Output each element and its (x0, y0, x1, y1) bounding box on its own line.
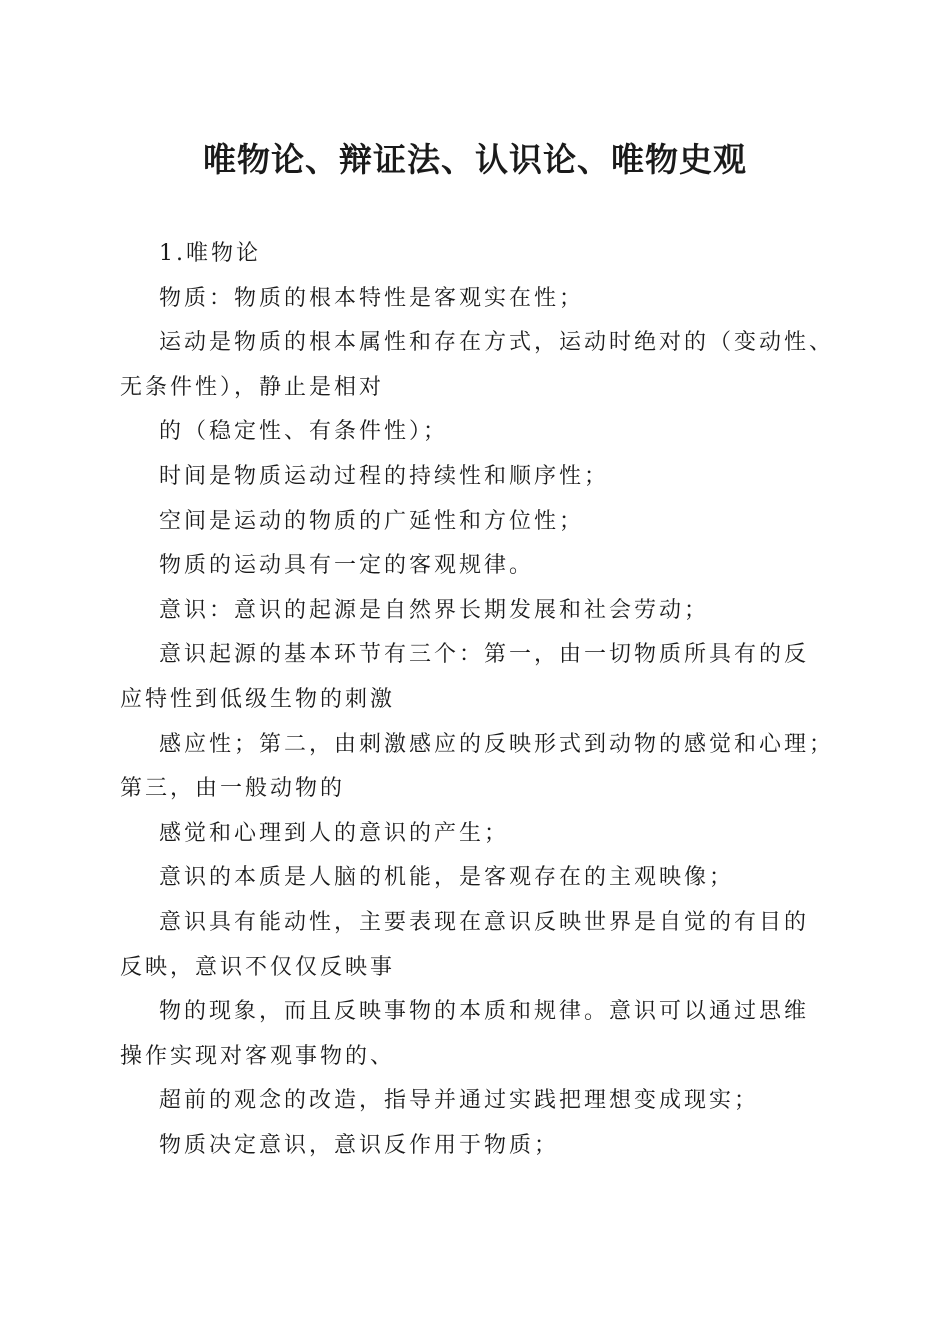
paragraph-line: 物的现象，而且反映事物的本质和规律。意识可以通过思维 (159, 999, 810, 1025)
paragraph-line: 感应性；第二，由刺激感应的反映形式到动物的感觉和心理； (159, 731, 835, 757)
paragraph-line: 意识的本质是人脑的机能，是客观存在的主观映像； (159, 865, 735, 891)
document-body (120, 232, 845, 1168)
paragraph-line: 空间是运动的物质的广延性和方位性； (159, 508, 585, 534)
paragraph-line: 意识：意识的起源是自然界长期发展和社会劳动； (159, 597, 710, 623)
section-heading: 1.唯物论 (159, 241, 261, 266)
paragraph-line: 反映，意识不仅仅反映事 (120, 954, 396, 980)
document-title: 唯物论、辩证法、认识论、唯物史观 (203, 140, 747, 179)
paragraph-line: 第三，由一般动物的 (120, 776, 346, 802)
paragraph-line: 无条件性），静止是相对 (120, 374, 385, 400)
paragraph-line: 超前的观念的改造，指导并通过实践把理想变成现实； (159, 1088, 760, 1114)
paragraph-line: 意识起源的基本环节有三个：第一，由一切物质所具有的反 (159, 642, 810, 668)
paragraph-line: 操作实现对客观事物的、 (120, 1043, 396, 1069)
paragraph-line: 应特性到低级生物的刺激 (120, 686, 396, 712)
paragraph-line: 运动是物质的根本属性和存在方式，运动时绝对的（变动性、 (159, 330, 835, 356)
paragraph-line: 物质的运动具有一定的客观规律。 (159, 553, 535, 579)
paragraph-line: 物质：物质的根本特性是客观实在性； (159, 285, 585, 311)
paragraph-line: 物质决定意识，意识反作用于物质； (159, 1132, 560, 1158)
paragraph-line: 意识具有能动性，主要表现在意识反映世界是自觉的有目的 (159, 909, 810, 935)
paragraph-line: 感觉和心理到人的意识的产生； (159, 820, 510, 846)
paragraph-line: 时间是物质运动过程的持续性和顺序性； (159, 463, 610, 489)
paragraph-line: 的（稳定性、有条件性）； (159, 419, 449, 445)
